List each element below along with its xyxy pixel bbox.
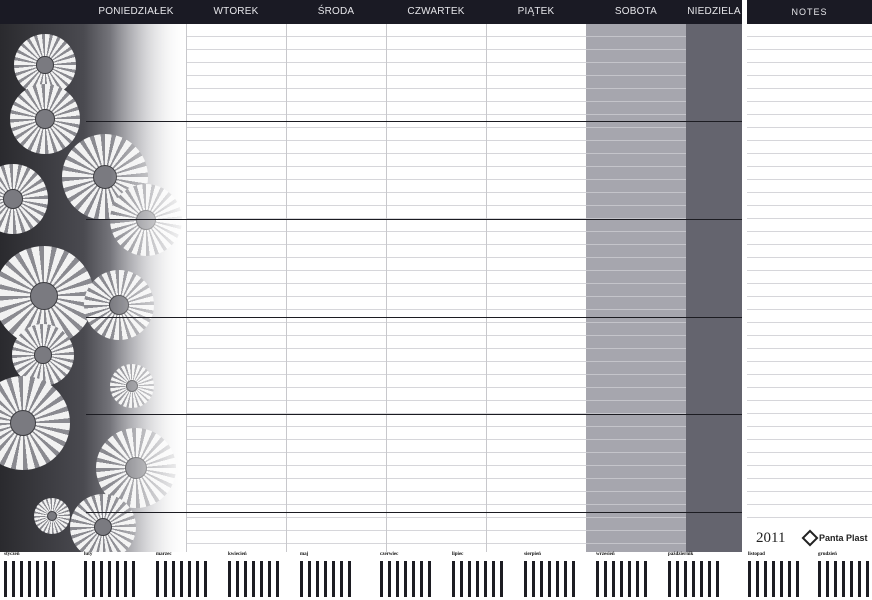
month-block: [224, 552, 294, 600]
month-block: [664, 552, 734, 600]
month-block: [152, 552, 222, 600]
month-day-grid: [84, 561, 140, 597]
month-block: [814, 552, 872, 600]
day-column-saturday: [586, 24, 686, 552]
month-name: maj: [300, 552, 309, 557]
daisy-flower: [10, 84, 80, 154]
daisy-flower: [0, 164, 48, 234]
day-header-sunday: NIEDZIELA: [687, 6, 741, 17]
month-name: październik: [668, 552, 694, 557]
month-day-grid: [596, 561, 652, 597]
month-block: [744, 552, 814, 600]
month-day-grid: [818, 561, 872, 597]
column-divider: [286, 24, 287, 552]
day-header-wednesday: ŚRODA: [317, 6, 355, 17]
month-name: wrzesień: [596, 552, 615, 557]
yearly-calendar-strip: [0, 552, 872, 600]
day-header-tuesday: WTOREK: [213, 6, 259, 17]
daisy-photo: [0, 24, 186, 552]
month-block: [296, 552, 366, 600]
day-column-sunday: [686, 24, 742, 552]
week-row-divider: [86, 219, 742, 220]
brand-logo: [804, 532, 868, 544]
day-column-wednesday: [286, 24, 386, 552]
notes-header: NOTES: [747, 0, 872, 24]
month-block: [448, 552, 518, 600]
week-row-divider: [86, 512, 742, 513]
month-day-grid: [380, 561, 436, 597]
month-block: [592, 552, 662, 600]
month-name: listopad: [748, 552, 765, 557]
year-label: 2011: [756, 530, 786, 546]
month-block: [0, 552, 70, 600]
month-day-grid: [4, 561, 60, 597]
month-block: [80, 552, 150, 600]
month-day-grid: [300, 561, 356, 597]
week-row-divider: [86, 121, 742, 122]
month-name: grudzień: [818, 552, 837, 557]
month-name: lipiec: [452, 552, 464, 557]
brand-logo-text: Panta Plast: [819, 533, 868, 543]
day-column-friday: [486, 24, 586, 552]
month-day-grid: [748, 561, 804, 597]
month-name: czerwiec: [380, 552, 399, 557]
daisy-flower: [0, 376, 70, 470]
column-divider: [186, 24, 187, 552]
month-day-grid: [156, 561, 212, 597]
month-block: [520, 552, 590, 600]
day-column-thursday: [386, 24, 486, 552]
month-name: styczeń: [4, 552, 20, 557]
day-column-tuesday: [186, 24, 286, 552]
day-header-friday: PIĄTEK: [517, 6, 555, 17]
day-header-thursday: CZWARTEK: [407, 6, 465, 17]
month-block: [376, 552, 446, 600]
month-name: kwiecień: [228, 552, 247, 557]
month-name: sierpień: [524, 552, 541, 557]
photo-fade: [110, 24, 186, 552]
month-day-grid: [524, 561, 580, 597]
day-header-monday: PONIEDZIAŁEK: [98, 6, 174, 17]
month-day-grid: [452, 561, 508, 597]
column-divider: [486, 24, 487, 552]
month-name: marzec: [156, 552, 172, 557]
column-divider: [386, 24, 387, 552]
week-row-divider: [86, 414, 742, 415]
daisy-flower: [34, 498, 70, 534]
month-name: luty: [84, 552, 93, 557]
month-day-grid: [668, 561, 724, 597]
diamond-logo-icon: [802, 530, 819, 547]
month-day-grid: [228, 561, 284, 597]
week-row-divider: [86, 317, 742, 318]
notes-lined-area: [747, 24, 872, 530]
day-header-saturday: SOBOTA: [614, 6, 658, 17]
